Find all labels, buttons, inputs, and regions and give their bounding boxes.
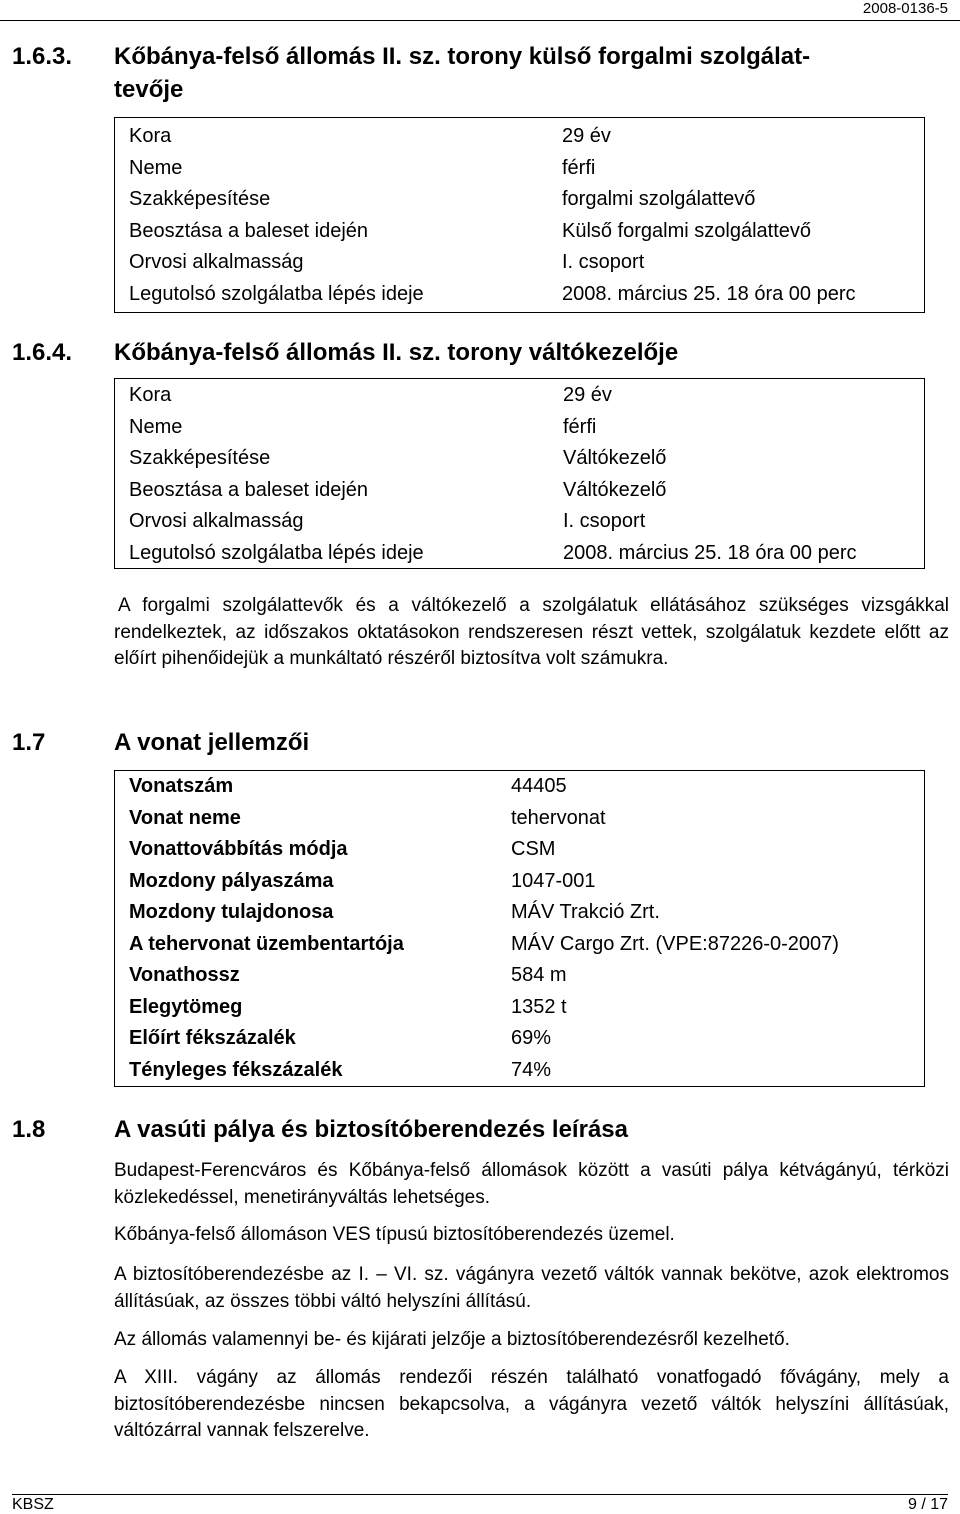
table-row (129, 121, 856, 153)
section-1-8-number: 1.8 (12, 1116, 46, 1143)
track-description-paragraph-4: Az állomás valamennyi be- és kijárati jelzője a biztosítóberendezésről kezelhető. (114, 1329, 790, 1350)
section-1-6-3-number: 1.6.3. (12, 43, 73, 70)
row-value: 2008. március 25. 18 óra 00 perc (563, 541, 857, 564)
row-value: Külső forgalmi szolgálattevő (562, 219, 812, 242)
train-table (129, 771, 839, 1086)
row-value: 69% (511, 1027, 552, 1049)
table-row (129, 866, 839, 898)
table-row (129, 443, 857, 475)
operator-table-box (114, 117, 925, 313)
footer-page-number: 9 / 17 (907, 1496, 948, 1513)
row-label: Orvosi alkalmasság (129, 251, 304, 273)
row-label: Vonat neme (129, 806, 241, 829)
section-1-6-3-title-line2: tevője (114, 76, 184, 103)
document-id: 2008-0136-5 (862, 0, 948, 17)
table-row (129, 960, 839, 992)
table-row (129, 153, 856, 185)
row-value: 584 m (511, 964, 567, 986)
row-label: Legutolsó szolgálatba lépés ideje (129, 282, 424, 305)
row-label: Szakképesítése (129, 188, 271, 210)
row-label: Legutolsó szolgálatba lépés ideje (129, 541, 424, 564)
table-row (129, 992, 839, 1024)
table-row (129, 247, 856, 279)
switchman-table (129, 380, 857, 569)
row-label: Neme (129, 415, 183, 438)
table-row (129, 834, 839, 866)
table-row (129, 412, 857, 444)
table-row (129, 475, 857, 507)
track-description-paragraph-5: A XIII. vágány az állomás rendezői részén található vonatfogadó fővágány, mely a biztosítóberendezésbe nincsen bekapcsolva, a vágányra vezető váltók helyszíni állításúak, váltózárral vannak felszerelve. (114, 1367, 949, 1441)
section-1-7-number: 1.7 (12, 729, 46, 756)
row-value: férfi (563, 415, 597, 438)
row-label: Vonatszám (129, 775, 234, 797)
row-value: MÁV Cargo Zrt. (VPE:87226-0-2007) (511, 932, 839, 955)
staff-qualification-paragraph: A forgalmi szolgálattevők és a váltókezelő a szolgálatuk ellátásához szükséges vizsgákkal rendelkeztek, az időszakos oktatásokon rendszeresen részt vettek, szolgálatuk kezdete előtt az előírt pihenőidejük a munkáltató részéről biztosítva volt számukra. (114, 595, 949, 669)
row-label: Vonattovábbítás módja (129, 838, 348, 860)
row-value: 1352 t (511, 995, 567, 1018)
row-value: tehervonat (511, 806, 606, 829)
section-1-6-4-title: Kőbánya-felső állomás II. sz. torony váltókezelője (114, 339, 679, 366)
operator-table (129, 121, 856, 310)
train-table-body (129, 771, 839, 1086)
table-row (129, 538, 857, 570)
section-1-6-3-title-line1: Kőbánya-felső állomás II. sz. torony külső forgalmi szolgálat- (114, 43, 811, 70)
switchman-table-box (114, 378, 925, 569)
row-label: Neme (129, 156, 183, 179)
table-row (129, 897, 839, 929)
row-value: Váltókezelő (563, 478, 667, 501)
track-description-paragraph-2: Kőbánya-felső állomáson VES típusú biztosítóberendezés üzemel. (114, 1224, 675, 1245)
table-row (129, 1023, 839, 1055)
row-value: 29 év (563, 384, 612, 406)
row-value: Váltókezelő (563, 447, 667, 469)
row-label: Kora (129, 384, 172, 406)
row-value: 29 év (562, 125, 611, 147)
row-label: Mozdony tulajdonosa (129, 901, 334, 923)
table-row (129, 929, 839, 961)
table-row (129, 771, 839, 803)
row-label: Mozdony pályaszáma (129, 869, 334, 892)
section-1-8-title: A vasúti pálya és biztosítóberendezés leírása (114, 1116, 628, 1143)
row-value: 44405 (511, 775, 567, 797)
table-row (129, 279, 856, 311)
row-label: Beosztása a baleset idején (129, 478, 369, 501)
switchman-table-body (129, 380, 857, 569)
row-label: Vonathossz (129, 964, 240, 986)
footer-rule (12, 1494, 948, 1495)
track-description-paragraph-3: A biztosítóberendezésbe az I. – VI. sz. vágányra vezető váltók vannak bekötve, azok elektromos állításúak, az összes többi váltó helyszíni állítású. (114, 1264, 949, 1312)
header-rule (0, 20, 960, 21)
train-table-box (114, 770, 925, 1087)
row-label: Beosztása a baleset idején (129, 219, 369, 242)
row-value: I. csoport (563, 510, 646, 532)
row-label: Kora (129, 125, 172, 147)
row-value: 1047-001 (511, 869, 596, 892)
footer-org: KBSZ (12, 1496, 54, 1513)
table-row (129, 216, 856, 248)
row-label: Elegytömeg (129, 995, 243, 1018)
section-1-6-4-number: 1.6.4. (12, 339, 73, 366)
row-label: Tényleges fékszázalék (129, 1058, 343, 1081)
row-value: 2008. március 25. 18 óra 00 perc (562, 282, 856, 305)
operator-table-body (129, 121, 856, 310)
row-label: Előírt fékszázalék (129, 1027, 296, 1049)
table-row (129, 506, 857, 538)
table-row (129, 184, 856, 216)
row-label: A tehervonat üzembentartója (129, 932, 404, 955)
row-value: CSM (511, 838, 556, 860)
row-value: férfi (562, 156, 596, 179)
row-value: 74% (511, 1058, 552, 1081)
table-row (129, 1055, 839, 1087)
row-value: forgalmi szolgálattevő (562, 188, 756, 210)
row-label: Orvosi alkalmasság (129, 510, 304, 532)
section-1-7-title: A vonat jellemzői (114, 729, 310, 756)
row-value: I. csoport (562, 251, 645, 273)
table-row (129, 380, 857, 412)
table-row (129, 803, 839, 835)
row-value: MÁV Trakció Zrt. (511, 901, 660, 923)
row-label: Szakképesítése (129, 447, 271, 469)
track-description-paragraph-1: Budapest-Ferencváros és Kőbánya-felső állomások között a vasúti pálya kétvágányú, térközi közlekedéssel, menetirányváltás lehetséges. (114, 1160, 949, 1208)
